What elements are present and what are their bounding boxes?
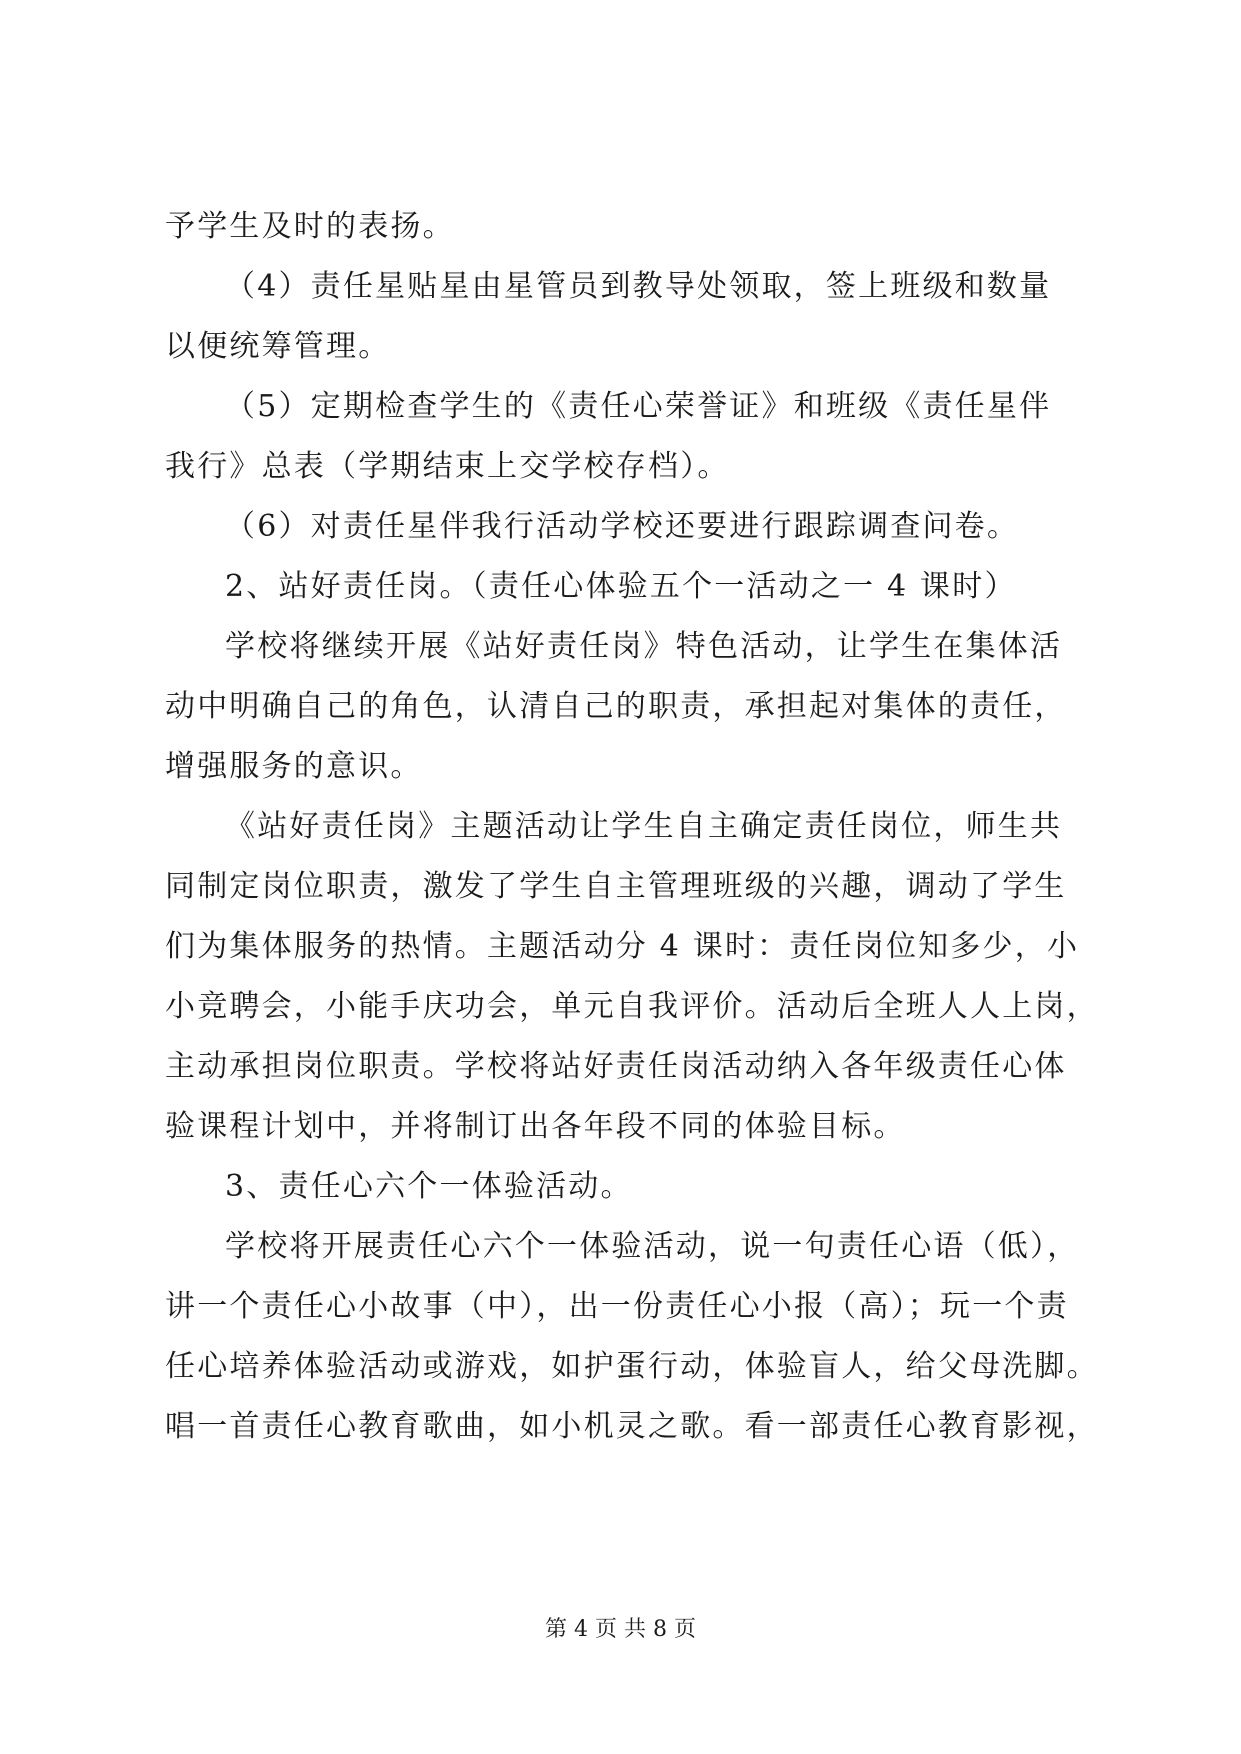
text-line: 讲一个责任心小故事（中），出一份责任心小报（高）；玩一个责 <box>165 1289 1069 1324</box>
text-line: 予学生及时的表扬。 <box>165 209 455 244</box>
text-line: 增强服务的意识。 <box>165 749 423 784</box>
text-line: 们为集体服务的热情。主题活动分 4 课时：责任岗位知多少，小 <box>165 929 1080 964</box>
page-number: 第 4 页 共 8 页 <box>545 1617 696 1642</box>
document-body <box>165 197 1099 1457</box>
text-line: （5）定期检查学生的《责任心荣誉证》和班级《责任星伴 <box>225 389 1052 424</box>
page-footer <box>0 1617 1241 1643</box>
text-line: 同制定岗位职责，激发了学生自主管理班级的兴趣，调动了学生 <box>165 869 1067 904</box>
text-line: （4）责任星贴星由星管员到教导处领取，签上班级和数量 <box>225 269 1052 304</box>
text-line: 学校将开展责任心六个一体验活动，说一句责任心语（低）， <box>225 1229 1080 1264</box>
text-line: 唱一首责任心教育歌曲，如小机灵之歌。看一部责任心教育影视， <box>165 1409 1099 1444</box>
text-line: （6）对责任星伴我行活动学校还要进行跟踪调查问卷。 <box>225 509 1020 544</box>
text-line: 小竞聘会，小能手庆功会，单元自我评价。活动后全班人人上岗， <box>165 989 1099 1024</box>
text-line: 动中明确自己的角色，认清自己的职责，承担起对集体的责任， <box>165 689 1067 724</box>
text-line: 《站好责任岗》主题活动让学生自主确定责任岗位，师生共 <box>225 809 1063 844</box>
section-heading: 3、责任心六个一体验活动。 <box>225 1169 633 1204</box>
text-line: 以便统筹管理。 <box>165 329 391 364</box>
text-line: 学校将继续开展《站好责任岗》特色活动，让学生在集体活 <box>225 629 1063 664</box>
text-line: 主动承担岗位职责。学校将站好责任岗活动纳入各年级责任心体 <box>165 1049 1067 1084</box>
text-line: 我行》总表（学期结束上交学校存档）。 <box>165 449 730 484</box>
section-heading: 2、站好责任岗。（责任心体验五个一活动之一 4 课时） <box>225 569 1017 604</box>
text-line: 任心培养体验活动或游戏，如护蛋行动，体验盲人，给父母洗脚。 <box>165 1349 1099 1384</box>
text-line: 验课程计划中，并将制订出各年段不同的体验目标。 <box>165 1109 906 1144</box>
